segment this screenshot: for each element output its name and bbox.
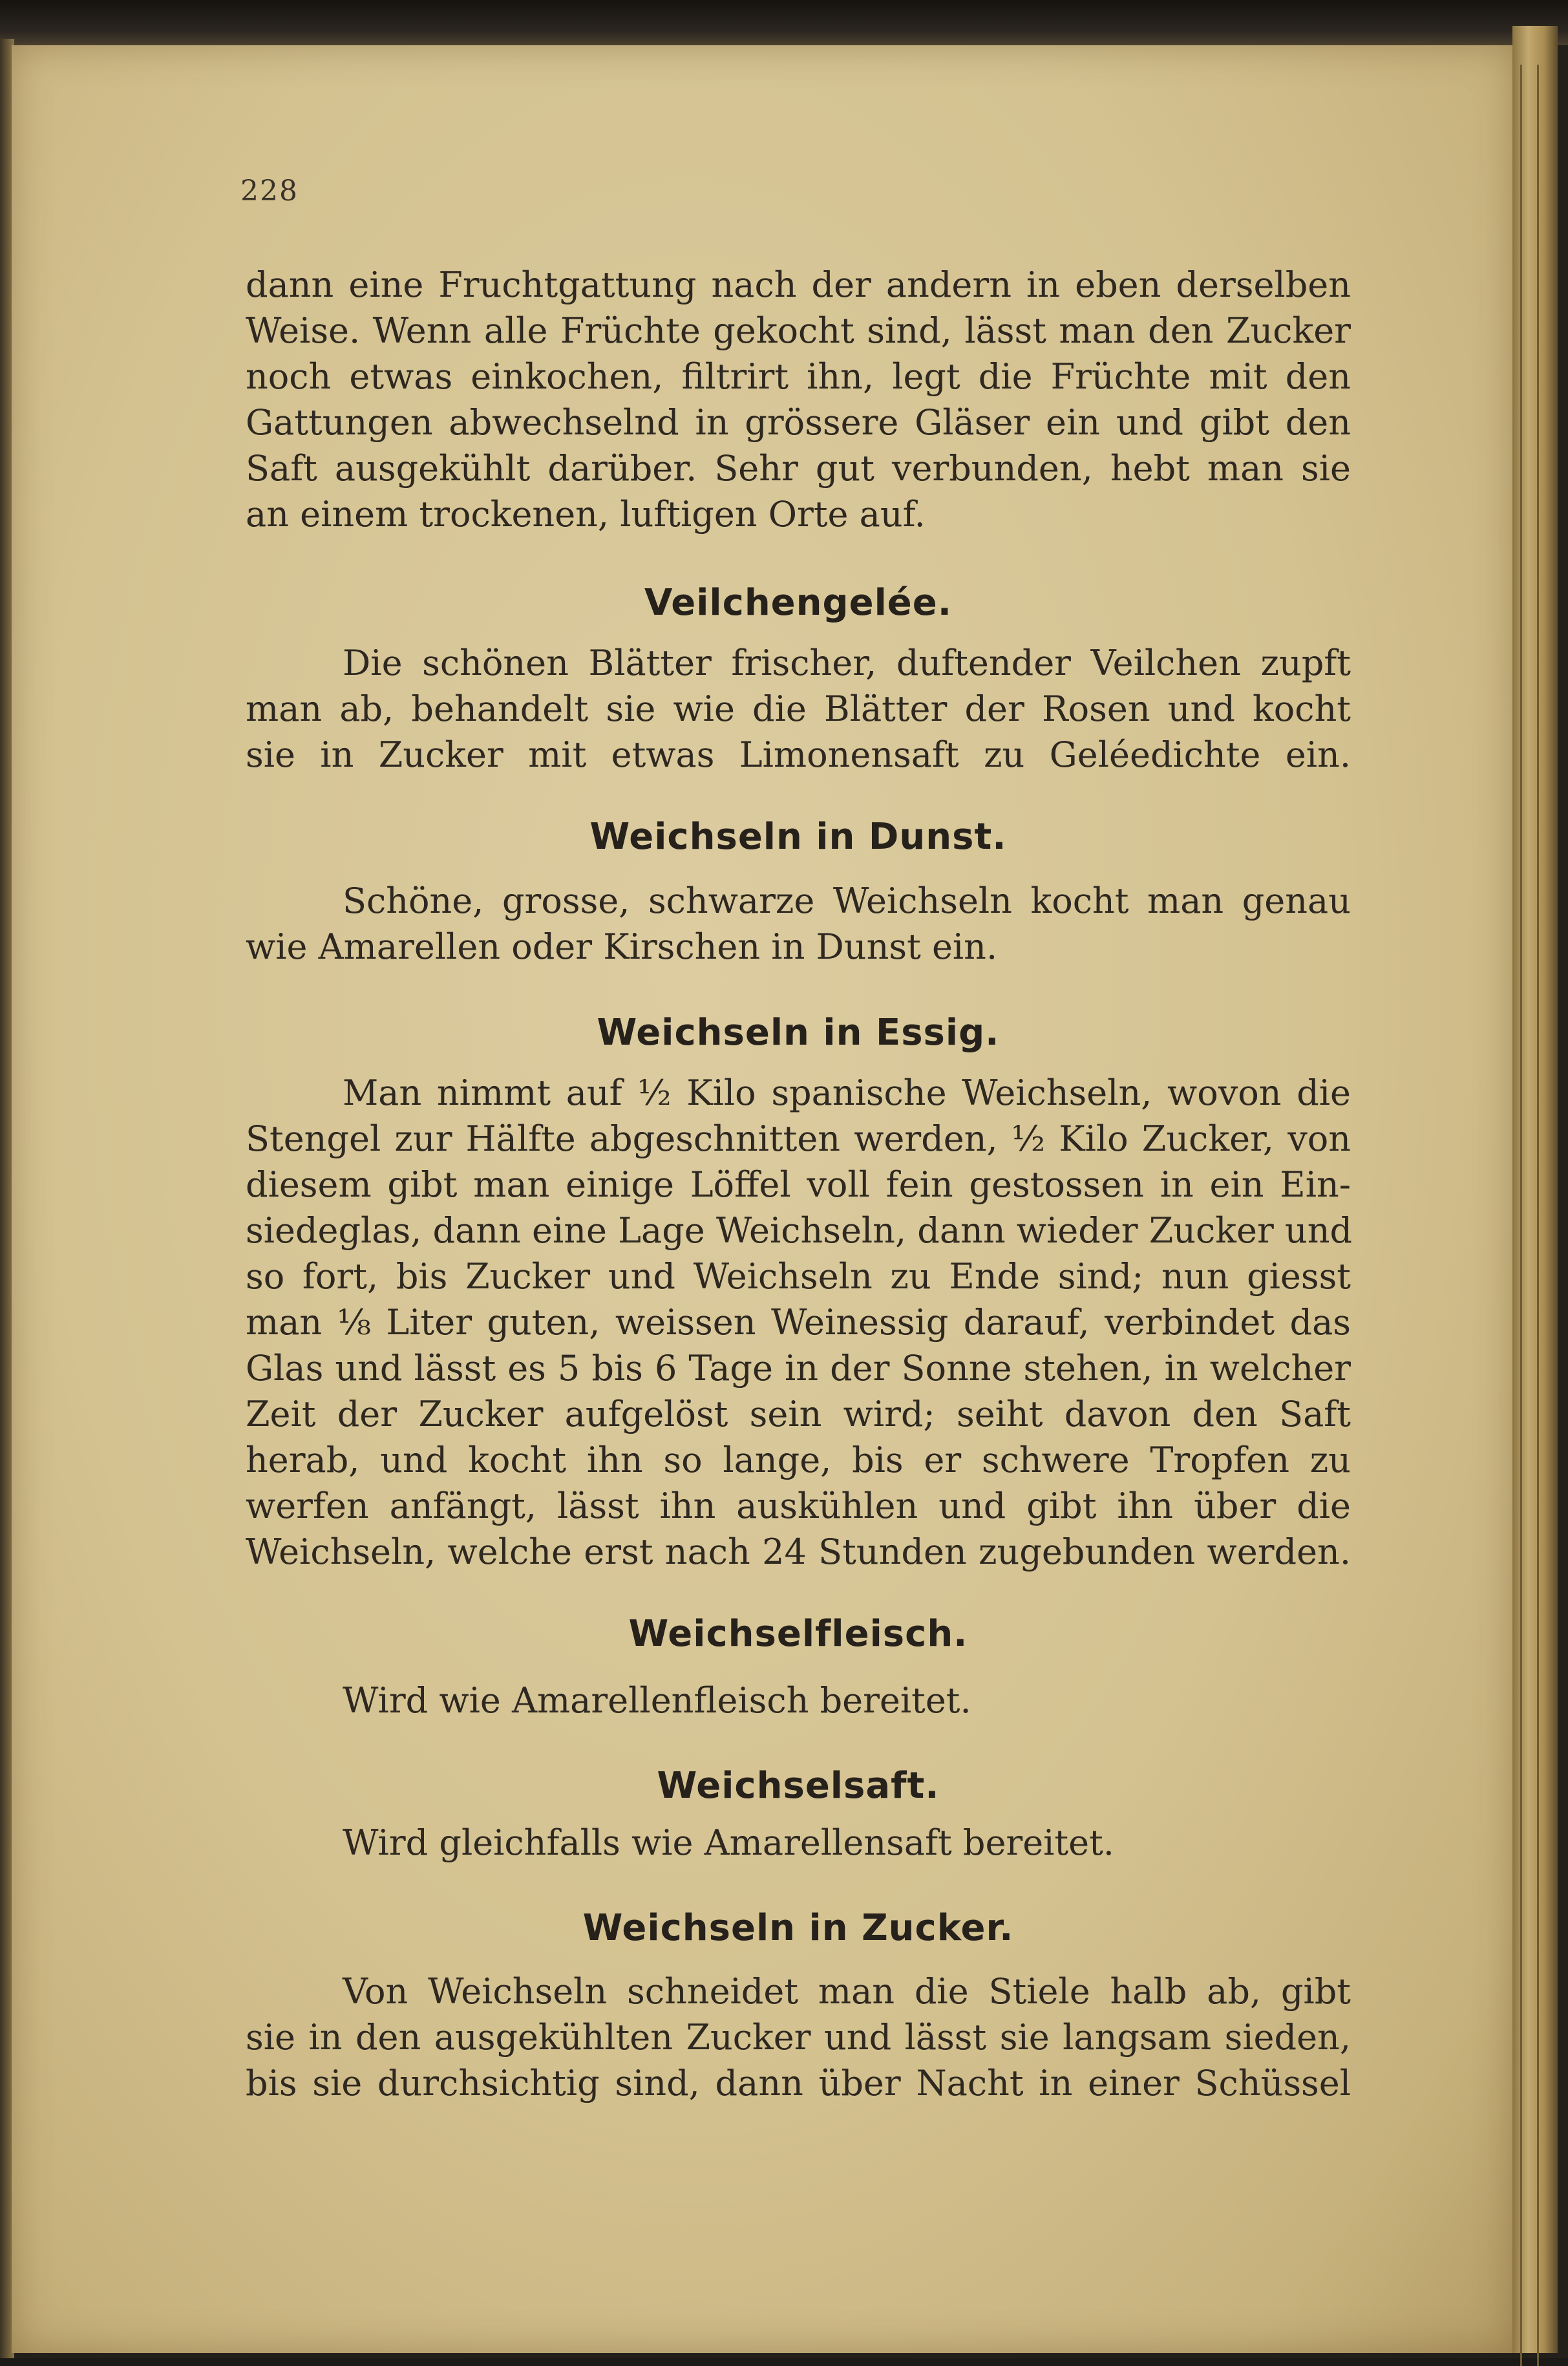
section-heading: Weichselfleisch. [628,1613,968,1655]
text-line: Glas und lässt es 5 bis 6 Tage in der Sonne stehen, in welcher [246,1348,1351,1389]
section-paragraph [246,1968,1351,2106]
text-line: siedeglas, dann eine Lage Weichseln, dann wieder Zucker und [246,1210,1353,1251]
top-binding-edge [0,0,1568,45]
text-line: Weise. Wenn alle Früchte gekocht sind, lässt man den Zucker [246,310,1351,351]
section-paragraph [246,1070,1351,1575]
page-number: 228 [240,175,299,208]
text-line: sie in den ausgekühlten Zucker und lässt sie langsam sieden, [246,2017,1351,2058]
text-line: Gattungen abwechselnd in grössere Gläser ein und gibt den [246,402,1351,443]
section-heading: Weichseln in Zucker. [582,1907,1014,1949]
text-line: Die schönen Blätter frischer, duftender Veilchen zupft [343,643,1351,683]
text-line: sie in Zucker mit etwas Limonensaft zu Geléedichte ein. [246,734,1351,775]
text-line: wie Amarellen oder Kirschen in Dunst ein. [246,926,998,967]
section-paragraph [246,640,1351,778]
book-gutter [1512,26,1558,2353]
text-line: Von Weichseln schneidet man die Stiele halb ab, gibt [343,1971,1351,2012]
section-paragraph [246,878,1351,970]
gutter-line [1537,65,1539,2366]
text-line: dann eine Fruchtgattung nach der andern in eben derselben [246,264,1351,305]
text-line: Weichseln, welche erst nach 24 Stunden zugebunden werden. [246,1531,1351,1572]
text-line: herab, und kocht ihn so lange, bis er schwere Tropfen zu [246,1440,1351,1480]
text-line: so fort, bis Zucker und Weichseln zu Ende sind; nun giesst [246,1256,1351,1297]
text-line: Stengel zur Hälfte abgeschnitten werden, ½ Kilo Zucker, von [246,1118,1351,1159]
intro-paragraph [246,262,1351,537]
text-line: man ⅛ Liter guten, weissen Weinessig darauf, verbindet das [246,1302,1351,1343]
section-heading: Veilchengelée. [644,582,953,624]
gutter-line [1520,65,1522,2366]
text-line: bis sie durchsichtig sind, dann über Nacht in einer Schüssel [246,2063,1351,2104]
text-line: Man nimmt auf ½ Kilo spanische Weichseln, wovon die [343,1072,1351,1113]
section-heading: Weichseln in Essig. [597,1012,1000,1054]
text-line: Wird gleichfalls wie Amarellensaft bereitet. [343,1822,1114,1863]
text-line: man ab, behandelt sie wie die Blätter der Rosen und kocht [246,688,1351,729]
section-heading: Weichseln in Dunst. [589,816,1007,858]
text-line: noch etwas einkochen, filtrirt ihn, legt die Früchte mit den [246,356,1351,397]
section-paragraph [246,1820,1351,1866]
text-line: werfen anfängt, lässt ihn auskühlen und gibt ihn über die [246,1486,1351,1526]
text-line: an einem trockenen, luftigen Orte auf. [246,494,926,535]
text-line: Zeit der Zucker aufgelöst sein wird; seiht davon den Saft [246,1394,1351,1434]
text-line: Schöne, grosse, schwarze Weichseln kocht man genau [343,880,1351,921]
section-heading: Weichselsaft. [657,1765,940,1807]
text-line: diesem gibt man einige Löffel voll fein gestossen in ein Ein- [246,1164,1351,1205]
text-line: Wird wie Amarellenfleisch bereitet. [343,1680,971,1721]
section-paragraph [246,1678,1351,1723]
text-line: Saft ausgekühlt darüber. Sehr gut verbunden, hebt man sie [246,448,1351,489]
